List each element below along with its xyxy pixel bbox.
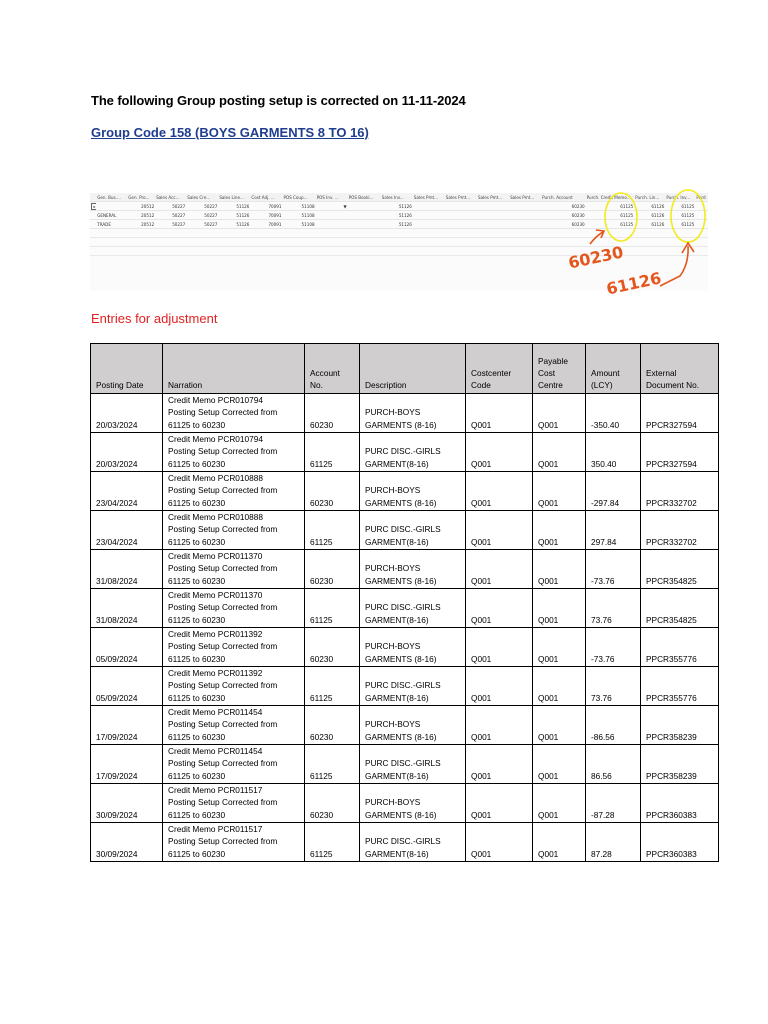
grid-cell[interactable] [96, 202, 127, 211]
grid-cell[interactable]: 51126 [218, 211, 250, 220]
grid-header-cell: Sales Acc... [155, 193, 186, 202]
grid-cell[interactable]: TRADE [96, 220, 127, 229]
grid-cell[interactable]: 50227 [186, 211, 218, 220]
external-document-no-cell: PPCR327594 [641, 433, 719, 472]
table-row [91, 550, 719, 589]
grid-empty-cell [381, 238, 413, 247]
grid-empty-cell [155, 229, 186, 238]
amount-cell: 350.40 [586, 433, 641, 472]
grid-empty-cell [634, 238, 665, 247]
grid-cell[interactable] [348, 202, 381, 211]
grid-cell[interactable] [477, 202, 509, 211]
grid-header-cell: POS Booki... [348, 193, 381, 202]
description-cell: PURCH-BOYS GARMENTS (8-16) [360, 550, 466, 589]
grid-empty-cell [218, 229, 250, 238]
posting-date-cell: 05/09/2024 [91, 667, 163, 706]
grid-cell[interactable]: 20512 [127, 220, 155, 229]
grid-empty-cell [413, 247, 445, 256]
grid-header-cell: Sales Pmt... [477, 193, 509, 202]
grid-cell[interactable]: 51126 [381, 220, 413, 229]
grid-cell[interactable] [695, 220, 708, 229]
amount-cell: -87.28 [586, 784, 641, 823]
costcenter-code-cell: Q001 [466, 472, 533, 511]
payable-cost-centre-cell: Q001 [533, 511, 586, 550]
entries-title: Entries for adjustment [91, 311, 218, 326]
grid-cell[interactable] [316, 211, 348, 220]
grid-empty-cell [96, 247, 127, 256]
grid-empty-cell [665, 247, 695, 256]
grid-header-cell: Purch. Account [541, 193, 586, 202]
account-no-cell: 60230 [305, 550, 360, 589]
grid-empty-cell [96, 229, 127, 238]
narration-cell: Credit Memo PCR011517 Posting Setup Corrected from 61125 to 60230 [163, 823, 305, 862]
grid-empty-cell [96, 238, 127, 247]
external-document-no-cell: PPCR327594 [641, 394, 719, 433]
table-row [91, 628, 719, 667]
account-no-cell: 60230 [305, 706, 360, 745]
entries-header-cell: Amount (LCY) [586, 344, 641, 394]
grid-empty-cell [218, 238, 250, 247]
grid-header-cell: Sales Pmt... [445, 193, 477, 202]
costcenter-code-cell: Q001 [466, 433, 533, 472]
grid-cell[interactable]: 61125 [586, 211, 635, 220]
costcenter-code-cell: Q001 [466, 706, 533, 745]
external-document-no-cell: PPCR360383 [641, 784, 719, 823]
group-code-title: Group Code 158 (BOYS GARMENTS 8 TO 16) [91, 125, 369, 140]
external-document-no-cell: PPCR358239 [641, 706, 719, 745]
grid-empty-cell [250, 229, 282, 238]
grid-empty-cell [413, 229, 445, 238]
grid-cell[interactable]: 51126 [381, 202, 413, 211]
grid-cell[interactable] [509, 211, 541, 220]
grid-cell[interactable]: 60230 [541, 220, 586, 229]
grid-cell[interactable]: 51126 [218, 202, 250, 211]
grid-empty-cell [695, 229, 708, 238]
narration-cell: Credit Memo PCR010794 Posting Setup Corrected from 61125 to 60230 [163, 433, 305, 472]
account-no-cell: 60230 [305, 628, 360, 667]
account-no-cell: 61125 [305, 667, 360, 706]
entries-header-cell: External Document No. [641, 344, 719, 394]
grid-cell[interactable] [348, 220, 381, 229]
account-no-cell: 61125 [305, 511, 360, 550]
grid-empty-cell [282, 229, 315, 238]
entries-header-cell: Narration [163, 344, 305, 394]
costcenter-code-cell: Q001 [466, 667, 533, 706]
entries-header-cell: Costcenter Code [466, 344, 533, 394]
costcenter-code-cell: Q001 [466, 550, 533, 589]
grid-empty-cell [155, 238, 186, 247]
grid-empty-cell [445, 247, 477, 256]
grid-cell[interactable]: 51126 [381, 211, 413, 220]
grid-cell[interactable]: 61125 [665, 220, 695, 229]
table-row [91, 433, 719, 472]
costcenter-code-cell: Q001 [466, 784, 533, 823]
grid-cell[interactable]: 51108 [282, 202, 315, 211]
table-row [91, 394, 719, 433]
account-no-cell: 61125 [305, 823, 360, 862]
grid-cell[interactable]: 70091 [250, 220, 282, 229]
grid-row[interactable] [90, 202, 708, 211]
grid-empty-cell [282, 247, 315, 256]
grid-empty-cell [127, 238, 155, 247]
payable-cost-centre-cell: Q001 [533, 628, 586, 667]
grid-cell[interactable] [413, 211, 445, 220]
annotation-number-second: 61126 [604, 268, 664, 299]
grid-cell[interactable]: 60230 [541, 202, 586, 211]
grid-header-cell: Purd [695, 193, 708, 202]
grid-cell[interactable]: 20512 [127, 211, 155, 220]
grid-cell[interactable]: 61125 [665, 211, 695, 220]
table-row [91, 667, 719, 706]
grid-empty-cell [477, 229, 509, 238]
grid-cell[interactable]: 70091 [250, 202, 282, 211]
grid-empty-cell [348, 229, 381, 238]
amount-cell: -297.84 [586, 472, 641, 511]
entries-header-row [91, 344, 719, 394]
external-document-no-cell: PPCR358239 [641, 745, 719, 784]
grid-cell[interactable] [477, 220, 509, 229]
payable-cost-centre-cell: Q001 [533, 589, 586, 628]
description-cell: PURC DISC.-GIRLS GARMENT(8-16) [360, 823, 466, 862]
grid-empty-cell [127, 229, 155, 238]
page-heading: The following Group posting setup is corrected on 11-11-2024 [91, 93, 466, 108]
description-cell: PURC DISC.-GIRLS GARMENT(8-16) [360, 745, 466, 784]
grid-empty-cell [218, 247, 250, 256]
payable-cost-centre-cell: Q001 [533, 667, 586, 706]
payable-cost-centre-cell: Q001 [533, 433, 586, 472]
posting-date-cell: 20/03/2024 [91, 433, 163, 472]
external-document-no-cell: PPCR332702 [641, 511, 719, 550]
grid-empty-cell [695, 247, 708, 256]
grid-header-cell: Purch. Lin... [634, 193, 665, 202]
table-row [91, 706, 719, 745]
grid-empty-cell [316, 247, 348, 256]
grid-header-cell: POS Coup... [282, 193, 315, 202]
costcenter-code-cell: Q001 [466, 823, 533, 862]
grid-empty-cell [186, 247, 218, 256]
grid-cell[interactable]: 61125 [665, 202, 695, 211]
posting-date-cell: 05/09/2024 [91, 628, 163, 667]
description-cell: PURCH-BOYS GARMENTS (8-16) [360, 394, 466, 433]
table-row [91, 511, 719, 550]
grid-empty-cell [665, 229, 695, 238]
grid-empty-cell [665, 238, 695, 247]
grid-empty-cell [348, 238, 381, 247]
costcenter-code-cell: Q001 [466, 511, 533, 550]
posting-date-cell: 17/09/2024 [91, 706, 163, 745]
narration-cell: Credit Memo PCR011392 Posting Setup Corrected from 61125 to 60230 [163, 667, 305, 706]
grid-empty-cell [127, 247, 155, 256]
adjustment-entries-table [90, 343, 719, 862]
payable-cost-centre-cell: Q001 [533, 394, 586, 433]
grid-empty-cell [509, 247, 541, 256]
grid-cell[interactable]: 61126 [634, 211, 665, 220]
amount-cell: -73.76 [586, 550, 641, 589]
grid-empty-cell [695, 238, 708, 247]
posting-date-cell: 30/09/2024 [91, 784, 163, 823]
entries-header-cell: Description [360, 344, 466, 394]
grid-cell[interactable]: 50227 [186, 202, 218, 211]
grid-empty-cell [316, 238, 348, 247]
narration-cell: Credit Memo PCR011370 Posting Setup Corrected from 61125 to 60230 [163, 550, 305, 589]
posting-date-cell: 23/04/2024 [91, 511, 163, 550]
grid-empty-cell [634, 229, 665, 238]
grid-cell[interactable]: 50227 [186, 220, 218, 229]
grid-cell[interactable] [509, 220, 541, 229]
narration-cell: Credit Memo PCR011370 Posting Setup Corrected from 61125 to 60230 [163, 589, 305, 628]
narration-cell: Credit Memo PCR011392 Posting Setup Corrected from 61125 to 60230 [163, 628, 305, 667]
grid-empty-cell [477, 238, 509, 247]
amount-cell: 297.84 [586, 511, 641, 550]
payable-cost-centre-cell: Q001 [533, 784, 586, 823]
external-document-no-cell: PPCR355776 [641, 628, 719, 667]
grid-cell[interactable] [413, 202, 445, 211]
grid-empty-cell [509, 238, 541, 247]
external-document-no-cell: PPCR354825 [641, 589, 719, 628]
table-row [91, 745, 719, 784]
grid-cell[interactable]: 61126 [634, 202, 665, 211]
grid-empty-cell [348, 247, 381, 256]
grid-empty-cell [155, 247, 186, 256]
grid-cell[interactable]: 61126 [634, 220, 665, 229]
grid-empty-cell [250, 238, 282, 247]
grid-header-cell: Sales Line... [218, 193, 250, 202]
grid-cell[interactable]: 50227 [155, 202, 186, 211]
grid-header-cell: Cost Adj. ... [250, 193, 282, 202]
table-row [91, 472, 719, 511]
posting-date-cell: 17/09/2024 [91, 745, 163, 784]
amount-cell: 86.56 [586, 745, 641, 784]
table-row [91, 589, 719, 628]
costcenter-code-cell: Q001 [466, 589, 533, 628]
grid-cell[interactable]: 20512 [127, 202, 155, 211]
grid-cell[interactable]: 50227 [155, 220, 186, 229]
grid-empty-row [90, 229, 708, 238]
payable-cost-centre-cell: Q001 [533, 706, 586, 745]
grid-cell[interactable] [477, 211, 509, 220]
grid-empty-cell [381, 247, 413, 256]
grid-cell[interactable]: 61125 [586, 220, 635, 229]
grid-empty-cell [250, 247, 282, 256]
narration-cell: Credit Memo PCR011454 Posting Setup Corrected from 61125 to 60230 [163, 706, 305, 745]
grid-cell[interactable]: GENERAL [96, 211, 127, 220]
grid-empty-cell [541, 238, 586, 247]
grid-empty-cell [477, 247, 509, 256]
annotation-number-first: 60230 [566, 242, 626, 273]
narration-cell: Credit Memo PCR010888 Posting Setup Corrected from 61125 to 60230 [163, 511, 305, 550]
posting-date-cell: 31/08/2024 [91, 550, 163, 589]
payable-cost-centre-cell: Q001 [533, 823, 586, 862]
grid-empty-cell [445, 238, 477, 247]
account-no-cell: 60230 [305, 784, 360, 823]
description-cell: PURCH-BOYS GARMENTS (8-16) [360, 706, 466, 745]
grid-cell[interactable]: 51126 [218, 220, 250, 229]
narration-cell: Credit Memo PCR011454 Posting Setup Corrected from 61125 to 60230 [163, 745, 305, 784]
amount-cell: 73.76 [586, 667, 641, 706]
table-row [91, 823, 719, 862]
amount-cell: -73.76 [586, 628, 641, 667]
costcenter-code-cell: Q001 [466, 394, 533, 433]
payable-cost-centre-cell: Q001 [533, 472, 586, 511]
description-cell: PURCH-BOYS GARMENTS (8-16) [360, 784, 466, 823]
grid-cell[interactable]: 60230 [541, 211, 586, 220]
grid-empty-cell [586, 229, 635, 238]
grid-cell[interactable] [348, 211, 381, 220]
external-document-no-cell: PPCR332702 [641, 472, 719, 511]
amount-cell: -86.56 [586, 706, 641, 745]
posting-date-cell: 23/04/2024 [91, 472, 163, 511]
grid-header-cell: Sales Inv... [381, 193, 413, 202]
account-no-cell: 60230 [305, 394, 360, 433]
entries-header-cell: Payable Cost Centre [533, 344, 586, 394]
grid-empty-cell [541, 229, 586, 238]
posting-date-cell: 31/08/2024 [91, 589, 163, 628]
entries-header-cell: Posting Date [91, 344, 163, 394]
grid-cell[interactable]: ▼ [316, 202, 348, 211]
account-no-cell: 61125 [305, 589, 360, 628]
grid-empty-cell [186, 229, 218, 238]
narration-cell: Credit Memo PCR010794 Posting Setup Corrected from 61125 to 60230 [163, 394, 305, 433]
grid-empty-cell [445, 229, 477, 238]
amount-cell: 73.76 [586, 589, 641, 628]
account-no-cell: 61125 [305, 745, 360, 784]
grid-empty-cell [186, 238, 218, 247]
grid-cell[interactable]: 51108 [282, 211, 315, 220]
grid-empty-cell [316, 229, 348, 238]
grid-empty-cell [282, 238, 315, 247]
grid-header-cell: Sales Pmt... [413, 193, 445, 202]
payable-cost-centre-cell: Q001 [533, 745, 586, 784]
description-cell: PURC DISC.-GIRLS GARMENT(8-16) [360, 433, 466, 472]
amount-cell: -350.40 [586, 394, 641, 433]
grid-cell[interactable]: 51108 [282, 220, 315, 229]
amount-cell: 87.28 [586, 823, 641, 862]
narration-cell: Credit Memo PCR011517 Posting Setup Corrected from 61125 to 60230 [163, 784, 305, 823]
table-row [91, 784, 719, 823]
grid-cell[interactable] [445, 220, 477, 229]
entries-header-cell: Account No. [305, 344, 360, 394]
grid-cell[interactable] [695, 211, 708, 220]
grid-cell[interactable]: 61125 [586, 202, 635, 211]
grid-header-cell: Gen. Bus.... [96, 193, 127, 202]
posting-date-cell: 30/09/2024 [91, 823, 163, 862]
description-cell: PURC DISC.-GIRLS GARMENT(8-16) [360, 667, 466, 706]
grid-cell[interactable] [413, 220, 445, 229]
grid-header-cell: POS Inv. ... [316, 193, 348, 202]
description-cell: PURC DISC.-GIRLS GARMENT(8-16) [360, 511, 466, 550]
grid-header-cell: Purch. Credit Memo... [586, 193, 635, 202]
grid-header-cell: Gen. Pro... [127, 193, 155, 202]
grid-cell[interactable]: 70091 [250, 211, 282, 220]
grid-header-cell: Sales Pmt... [509, 193, 541, 202]
grid-header-cell: Purch. Inv... [665, 193, 695, 202]
description-cell: PURCH-BOYS GARMENTS (8-16) [360, 472, 466, 511]
grid-cell[interactable]: 50227 [155, 211, 186, 220]
grid-header-cell: Sales Cre... [186, 193, 218, 202]
grid-empty-cell [634, 247, 665, 256]
narration-cell: Credit Memo PCR010888 Posting Setup Corrected from 61125 to 60230 [163, 472, 305, 511]
account-no-cell: 61125 [305, 433, 360, 472]
posting-date-cell: 20/03/2024 [91, 394, 163, 433]
grid-row[interactable] [90, 211, 708, 220]
posting-setup-grid-screenshot [90, 193, 708, 291]
payable-cost-centre-cell: Q001 [533, 550, 586, 589]
grid-cell[interactable] [695, 202, 708, 211]
grid-cell[interactable] [445, 202, 477, 211]
description-cell: PURC DISC.-GIRLS GARMENT(8-16) [360, 589, 466, 628]
row-selector-icon: ▸ [91, 203, 96, 210]
external-document-no-cell: PPCR355776 [641, 667, 719, 706]
grid-cell[interactable] [445, 211, 477, 220]
grid-empty-cell [413, 238, 445, 247]
grid-empty-cell [509, 229, 541, 238]
external-document-no-cell: PPCR354825 [641, 550, 719, 589]
external-document-no-cell: PPCR360383 [641, 823, 719, 862]
costcenter-code-cell: Q001 [466, 628, 533, 667]
description-cell: PURCH-BOYS GARMENTS (8-16) [360, 628, 466, 667]
account-no-cell: 60230 [305, 472, 360, 511]
grid-cell[interactable] [509, 202, 541, 211]
grid-empty-cell [381, 229, 413, 238]
grid-row-marker [90, 202, 96, 211]
grid-cell[interactable] [316, 220, 348, 229]
grid-row[interactable] [90, 220, 708, 229]
costcenter-code-cell: Q001 [466, 745, 533, 784]
